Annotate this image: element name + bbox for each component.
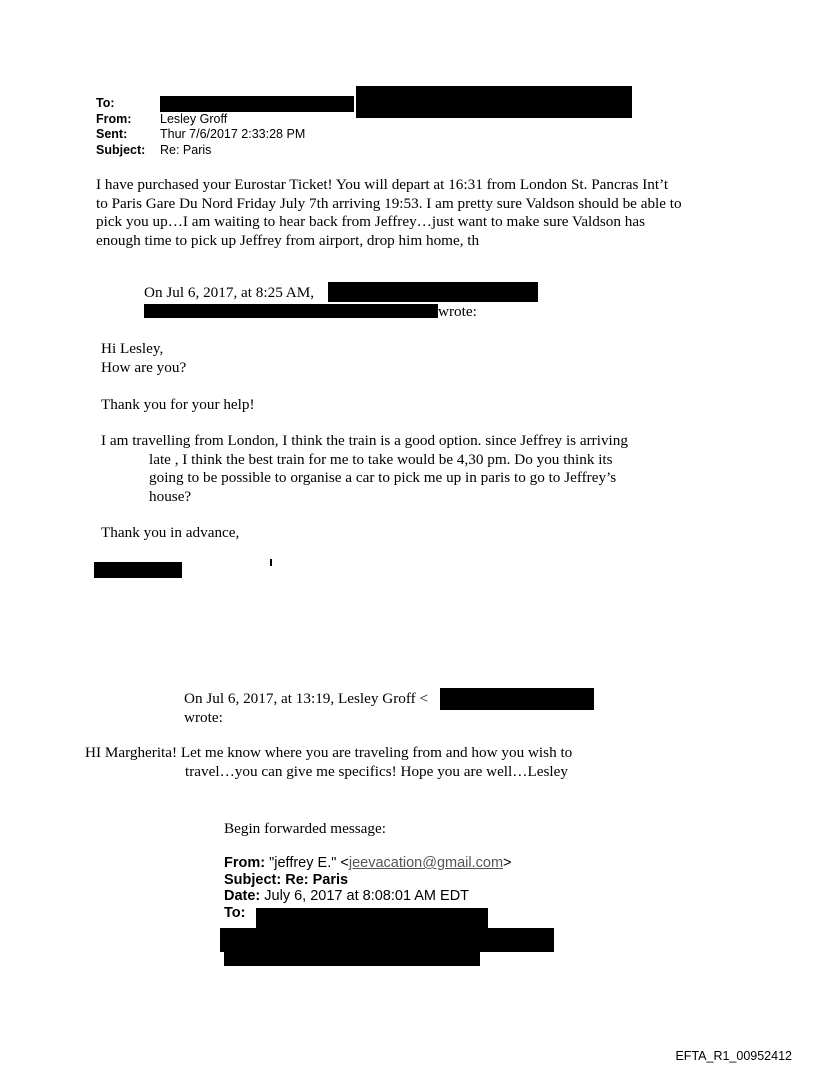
redaction-sender-name [328,282,538,302]
travel-line: house? [149,487,192,505]
quote2-header [184,690,428,727]
travel-line: late , I think the best train for me to take would be 4,30 pm. Do you think its [149,450,613,468]
quote2-line: wrote: [184,708,223,726]
travel-line: going to be possible to organise a car to pick me up in paris to go to Jeffrey’s [149,469,617,486]
redaction-to-1 [160,96,354,112]
greeting-line: Hi Lesley, [101,340,164,357]
redaction-to-2 [356,86,632,118]
redaction-lesley-email [440,688,594,710]
redaction-signature [94,562,182,578]
sent-row [96,127,305,143]
from-label: From: [96,111,132,126]
forwarded-intro: Begin forwarded message: [224,820,386,837]
fwd-from-row [224,855,512,872]
fwd-subject-row [224,872,512,889]
travel-line: I am travelling from London, I think the train is a good option. since Jeffrey is arriving [101,432,628,449]
travel-paragraph [101,432,628,506]
to-label: To: [96,96,115,110]
quote1-intro: On Jul 6, 2017, at 8:25 AM, [144,284,315,301]
fwd-to-label: To: [224,904,246,921]
document-id: EFTA_R1_00952412 [675,1049,792,1063]
quote2-line: On Jul 6, 2017, at 13:19, Lesley Groff < [184,690,429,707]
thanks-line: Thank you for your help! [101,396,255,413]
fwd-from-close: > [503,855,512,871]
redaction-fwd-to-2 [220,928,554,952]
from-row [96,112,305,128]
fwd-from-label: From: [224,855,266,871]
reply-line: HI Margherita! Let me know where you are traveling from and how you wish to [85,744,573,761]
sent-label: Sent: [96,127,128,141]
fwd-subject-label: Subject: [224,871,282,888]
para1-line: enough time to pick up Jeffrey from airport, drop him home, th [96,231,480,249]
greeting-line: How are you? [101,358,187,376]
redaction-fwd-to-1 [256,908,488,928]
subject-label: Subject: [96,142,146,157]
fwd-date-row [224,888,512,905]
message-paragraph-1 [96,176,682,250]
stray-mark [270,559,272,566]
from-value: Lesley Groff [160,111,228,126]
fwd-date-value: July 6, 2017 at 8:08:01 AM EDT [264,888,470,904]
subject-value: Re: Paris [160,142,212,157]
quote1-wrote: wrote: [438,303,477,320]
subject-row [96,143,305,159]
fwd-from-name: "jeffrey E." < [269,855,349,871]
greeting [101,340,186,377]
reply-paragraph [85,744,572,781]
closing-line: Thank you in advance, [101,524,240,541]
para1-line: pick you up…I am waiting to hear back from Jeffrey…just want to make sure Valdson has [96,213,646,230]
reply-line: travel…you can give me specifics! Hope you are well…Lesley [185,762,568,780]
fwd-subject-value: Re: Paris [285,871,349,888]
redaction-sender-email [144,304,438,318]
fwd-date-label: Date: [224,888,261,904]
fwd-from-email-link[interactable]: jeevacation@gmail.com [348,855,504,871]
para1-line: to Paris Gare Du Nord Friday July 7th arriving 19:53. I am pretty sure Valdson should be able to [96,194,682,212]
redaction-fwd-to-3 [224,952,480,966]
para1-line: I have purchased your Eurostar Ticket! You will depart at 16:31 from London St. Pancras Int’t [96,176,669,193]
sent-value: Thur 7/6/2017 2:33:28 PM [160,127,306,141]
